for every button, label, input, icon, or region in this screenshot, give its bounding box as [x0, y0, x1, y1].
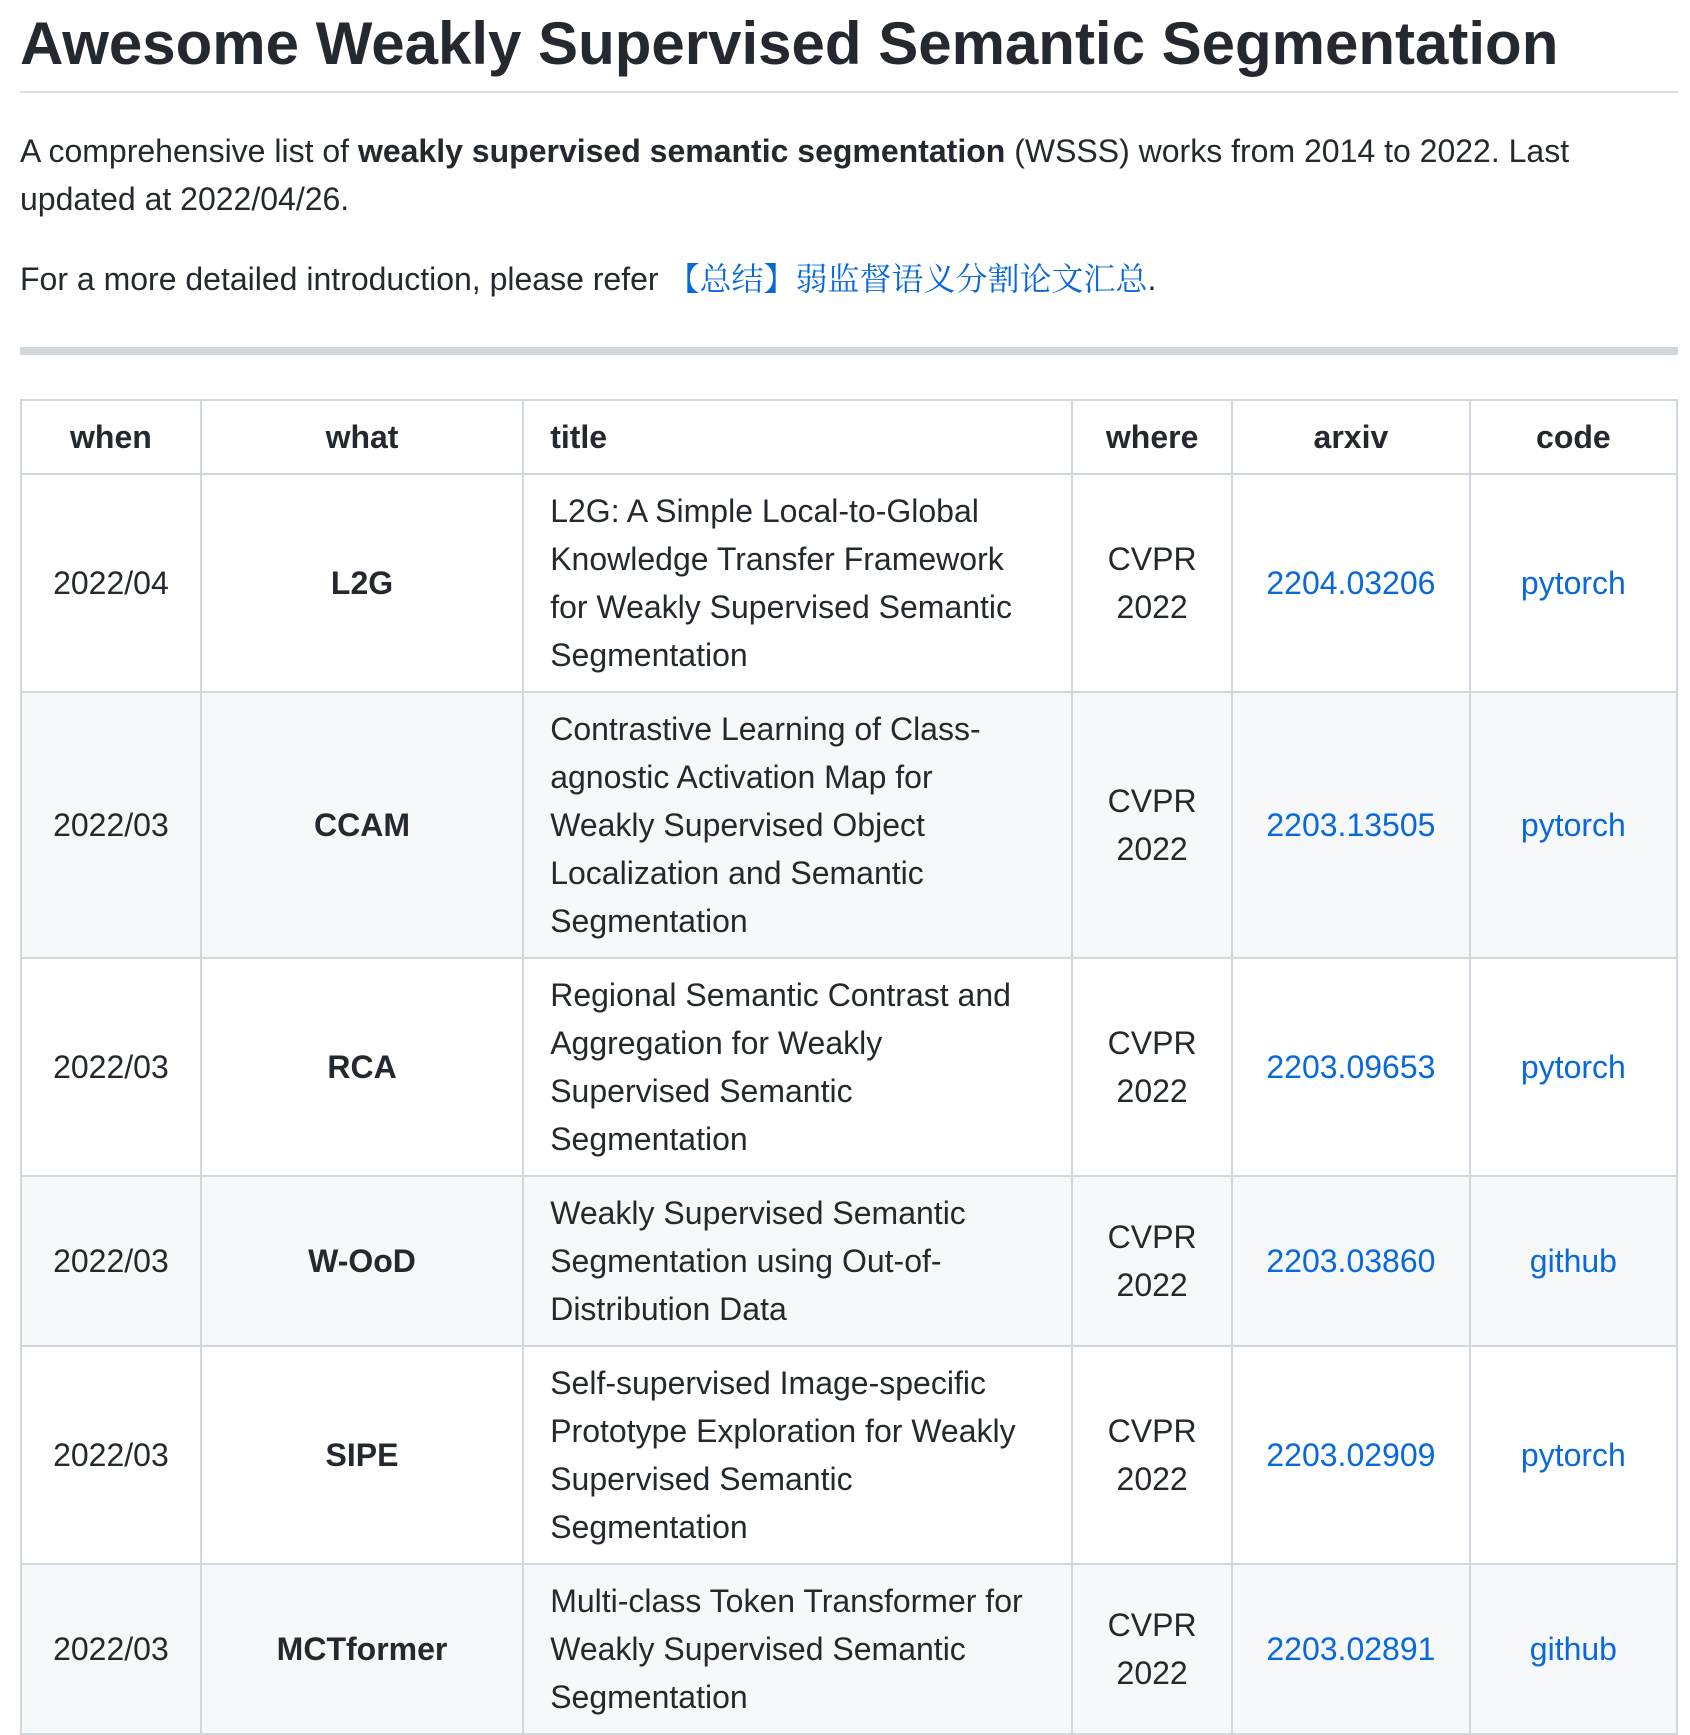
table-body [21, 474, 1677, 1734]
cell-arxiv [1232, 1346, 1470, 1564]
page-title: Awesome Weakly Supervised Semantic Segmentation [20, 0, 1678, 93]
cell-title: Weakly Supervised Semantic Segmentation using Out-of-Distribution Data [523, 1176, 1072, 1346]
cell-what: L2G [201, 474, 523, 692]
table-row [21, 474, 1677, 692]
refer-link[interactable]: 【总结】弱监督语义分割论文汇总 [667, 261, 1148, 297]
header-arxiv: arxiv [1232, 400, 1470, 474]
cell-when: 2022/03 [21, 1564, 201, 1734]
header-what: what [201, 400, 523, 474]
cell-title: Self-supervised Image-specific Prototype Exploration for Weakly Supervised Semantic Segmentation [523, 1346, 1072, 1564]
arxiv-link[interactable]: 2203.09653 [1266, 1049, 1436, 1085]
intro-prefix: A comprehensive list of [20, 133, 358, 169]
cell-what: W-OoD [201, 1176, 523, 1346]
cell-code [1470, 1176, 1677, 1346]
arxiv-link[interactable]: 2204.03206 [1266, 565, 1436, 601]
cell-what: RCA [201, 958, 523, 1176]
cell-when: 2022/03 [21, 692, 201, 958]
arxiv-link[interactable]: 2203.02909 [1266, 1437, 1436, 1473]
cell-arxiv [1232, 692, 1470, 958]
table-row [21, 958, 1677, 1176]
cell-what: MCTformer [201, 1564, 523, 1734]
arxiv-link[interactable]: 2203.13505 [1266, 807, 1436, 843]
cell-code [1470, 1346, 1677, 1564]
code-link[interactable]: pytorch [1520, 1049, 1626, 1085]
section-divider [20, 347, 1678, 355]
table-header-row [21, 400, 1677, 474]
cell-code [1470, 1564, 1677, 1734]
cell-where: CVPR 2022 [1072, 1564, 1232, 1734]
code-link[interactable]: pytorch [1520, 1437, 1626, 1473]
header-code: code [1470, 400, 1677, 474]
cell-where: CVPR 2022 [1072, 1346, 1232, 1564]
cell-title: Regional Semantic Contrast and Aggregation for Weakly Supervised Semantic Segmentation [523, 958, 1072, 1176]
papers-table [20, 399, 1678, 1735]
cell-arxiv [1232, 1564, 1470, 1734]
cell-arxiv [1232, 474, 1470, 692]
cell-when: 2022/04 [21, 474, 201, 692]
refer-prefix: For a more detailed introduction, please refer [20, 261, 668, 297]
table-header [21, 400, 1677, 474]
table-row [21, 1176, 1677, 1346]
cell-where: CVPR 2022 [1072, 474, 1232, 692]
intro-suffix: (WSSS) works from 2014 to 2022. Last updated at 2022/04/26. [20, 133, 1570, 217]
arxiv-link[interactable]: 2203.03860 [1266, 1243, 1436, 1279]
cell-arxiv [1232, 958, 1470, 1176]
cell-what: CCAM [201, 692, 523, 958]
cell-when: 2022/03 [21, 1346, 201, 1564]
arxiv-link[interactable]: 2203.02891 [1266, 1631, 1436, 1667]
cell-title: Contrastive Learning of Class-agnostic Activation Map for Weakly Supervised Object Localization and Semantic Segmentation [523, 692, 1072, 958]
code-link[interactable]: pytorch [1520, 565, 1626, 601]
cell-arxiv [1232, 1176, 1470, 1346]
table-row [21, 692, 1677, 958]
cell-code [1470, 474, 1677, 692]
code-link[interactable]: pytorch [1520, 807, 1626, 843]
cell-what: SIPE [201, 1346, 523, 1564]
cell-where: CVPR 2022 [1072, 692, 1232, 958]
table-row [21, 1346, 1677, 1564]
cell-where: CVPR 2022 [1072, 1176, 1232, 1346]
cell-code [1470, 958, 1677, 1176]
refer-paragraph [20, 255, 1678, 303]
code-link[interactable]: github [1529, 1243, 1617, 1279]
code-link[interactable]: github [1529, 1631, 1617, 1667]
header-when: when [21, 400, 201, 474]
intro-bold-term: weakly supervised semantic segmentation [357, 133, 1006, 169]
header-where: where [1072, 400, 1232, 474]
readme-content [20, 0, 1678, 1735]
table-row [21, 1564, 1677, 1734]
cell-when: 2022/03 [21, 958, 201, 1176]
cell-where: CVPR 2022 [1072, 958, 1232, 1176]
intro-paragraph [20, 127, 1678, 223]
refer-suffix: . [1147, 261, 1157, 297]
cell-when: 2022/03 [21, 1176, 201, 1346]
cell-code [1470, 692, 1677, 958]
cell-title: L2G: A Simple Local-to-Global Knowledge Transfer Framework for Weakly Supervised Semantic Segmentation [523, 474, 1072, 692]
cell-title: Multi-class Token Transformer for Weakly Supervised Semantic Segmentation [523, 1564, 1072, 1734]
header-title: title [523, 400, 1072, 474]
